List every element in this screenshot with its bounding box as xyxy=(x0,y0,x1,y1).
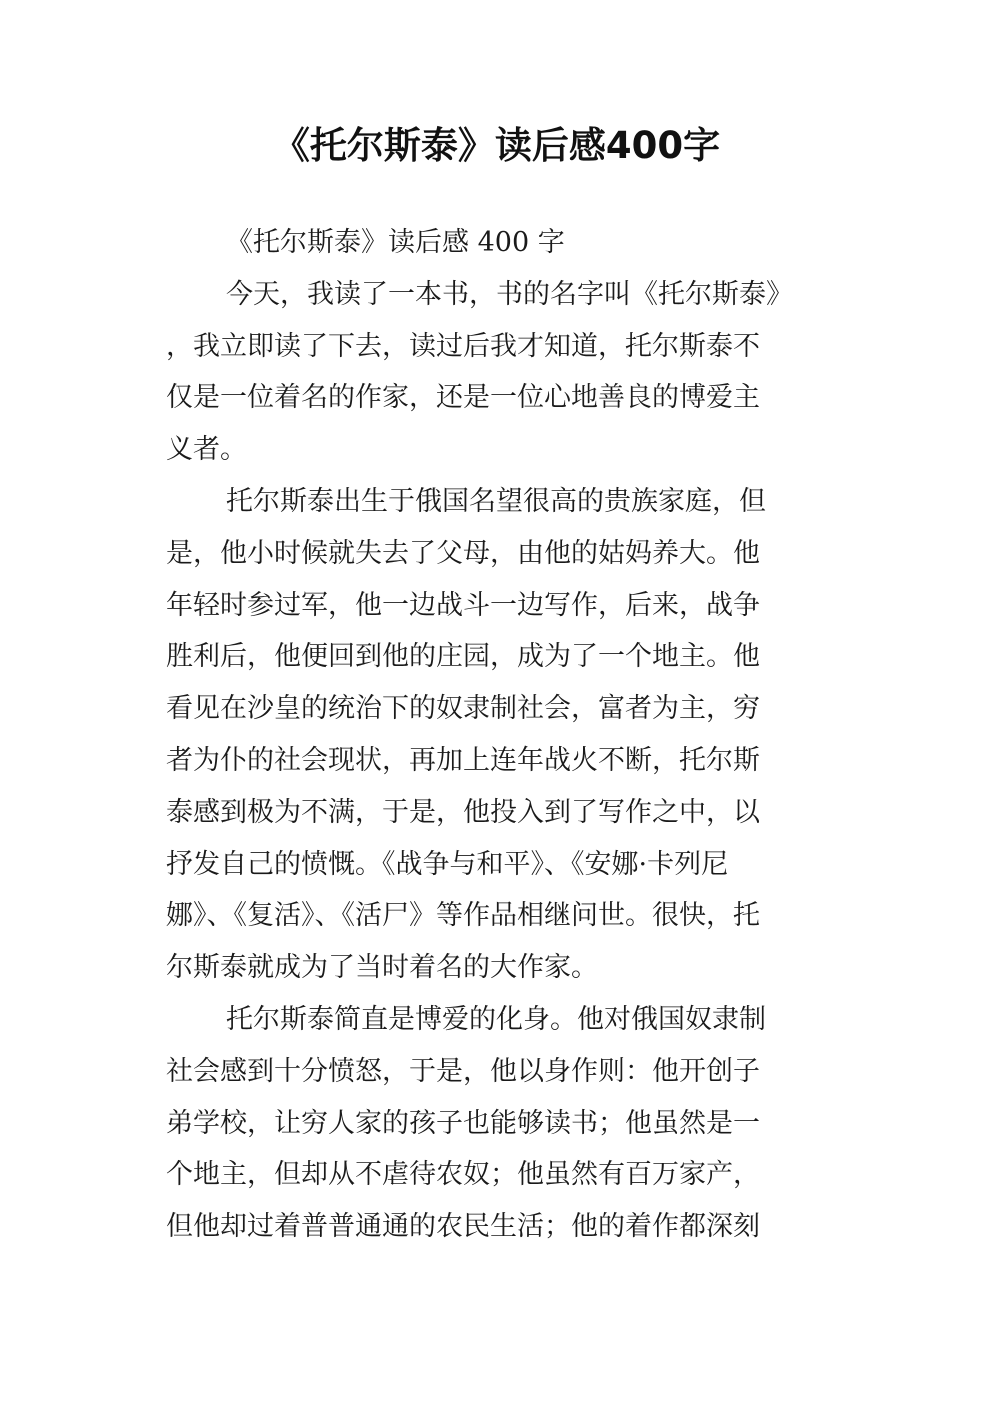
paragraph-first-line: 托尔斯泰简直是博爱的化身。他对俄国奴隶制 xyxy=(226,1003,766,1035)
paragraph-line: 仅是一位着名的作家，还是一位心地善良的博爱主 xyxy=(166,382,760,414)
paragraph-line: 是，他小时候就失去了父母，由他的姑妈养大。他 xyxy=(166,537,760,569)
paragraph-first-line: 《托尔斯泰》读后感 400 字 xyxy=(226,227,565,258)
document-body xyxy=(166,217,830,1253)
paragraph-line: 娜》、《复活》、《活尸》等作品相继问世。很快，托 xyxy=(166,900,760,932)
paragraph-line: 义者。 xyxy=(166,434,247,466)
paragraph-line: ，我立即读了下去，读过后我才知道，托尔斯泰不 xyxy=(166,330,760,362)
paragraph-line: 者为仆的社会现状，再加上连年战火不断，托尔斯 xyxy=(166,744,760,776)
paragraph-line: 社会感到十分愤怒，于是，他以身作则：他开创子 xyxy=(166,1055,760,1087)
paragraph-line: 尔斯泰就成为了当时着名的大作家。 xyxy=(166,952,598,984)
paragraph-line: 个地主，但却从不虐待农奴；他虽然有百万家产， xyxy=(166,1159,760,1191)
paragraph-line: 年轻时参过军，他一边战斗一边写作，后来，战争 xyxy=(166,589,760,621)
paragraph-line: 看见在沙皇的统治下的奴隶制社会，富者为主，穷 xyxy=(166,693,760,725)
paragraph-line: 泰感到极为不满，于是，他投入到了写作之中，以 xyxy=(166,796,760,828)
paragraph-line: 胜利后，他便回到他的庄园，成为了一个地主。他 xyxy=(166,641,760,673)
paragraph-first-line: 今天，我读了一本书，书的名字叫《托尔斯泰》 xyxy=(226,278,793,310)
paragraph-first-line: 托尔斯泰出生于俄国名望很高的贵族家庭，但 xyxy=(226,485,766,517)
document-title: 《托尔斯泰》读后感400字 xyxy=(272,124,721,167)
paragraph-line: 弟学校，让穷人家的孩子也能够读书；他虽然是一 xyxy=(166,1107,760,1139)
paragraph-line: 但他却过着普普通通的农民生活；他的着作都深刻 xyxy=(166,1211,760,1243)
paragraph-line: 抒发自己的愤慨。《战争与和平》、《安娜·卡列尼 xyxy=(166,848,729,880)
